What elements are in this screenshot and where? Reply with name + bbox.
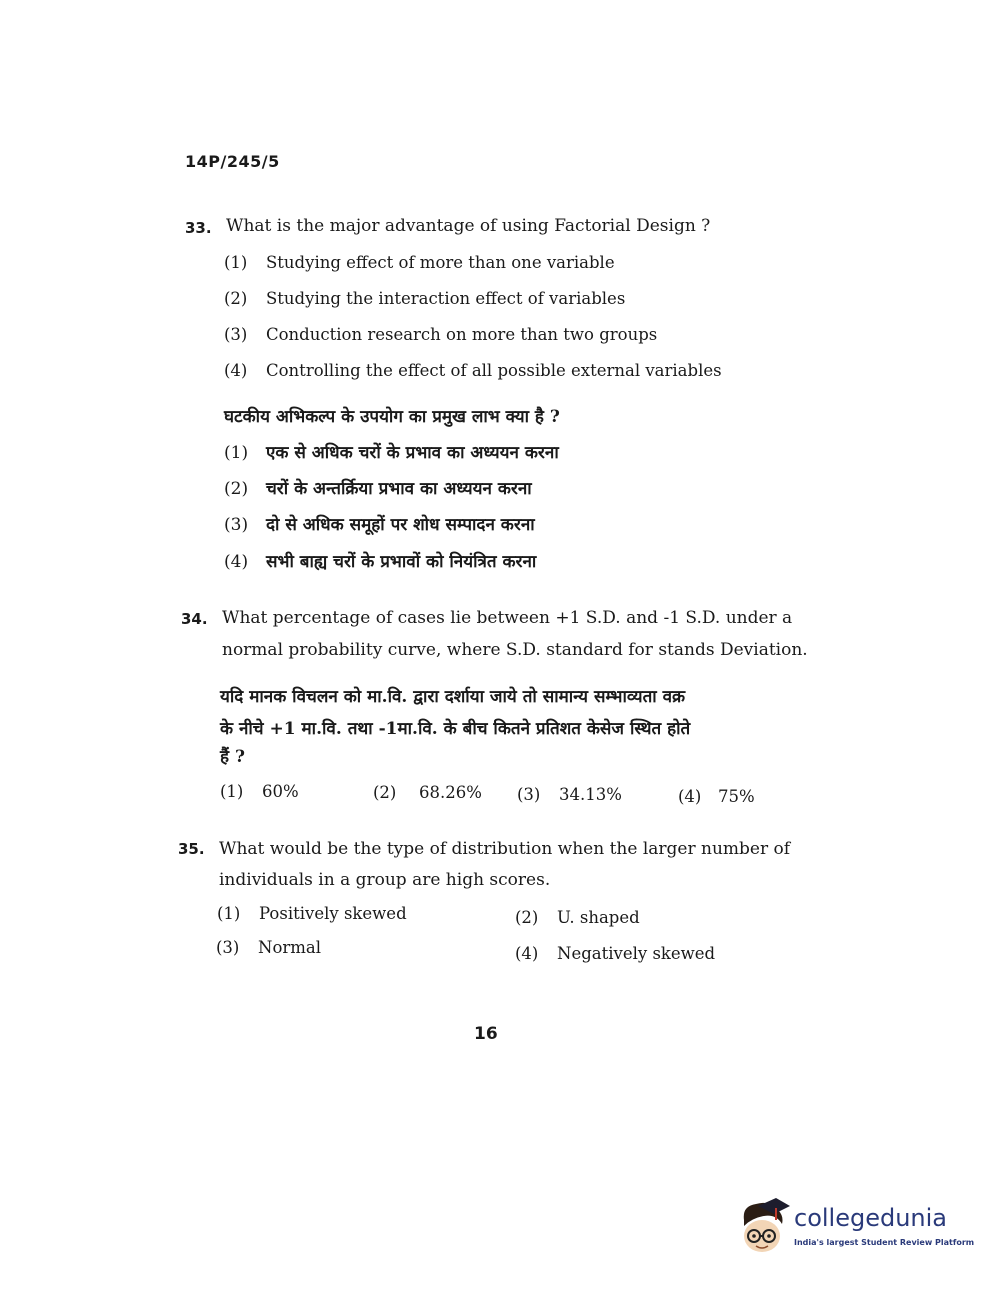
option-number: (4) <box>678 787 702 806</box>
brand-name: collegedunia <box>794 1204 948 1232</box>
option-1 <box>220 782 299 801</box>
option-1 <box>224 253 615 272</box>
question-text-line-2: normal probability curve, where S.D. standard for stands Deviation. <box>222 640 808 660</box>
option-text: U. shaped <box>557 908 640 927</box>
option-number: (2) <box>224 289 248 308</box>
option-text: 60% <box>262 782 299 801</box>
option-number: (3) <box>517 785 541 804</box>
option-4 <box>515 944 715 963</box>
option-4 <box>678 787 755 806</box>
collegedunia-logo <box>736 1196 975 1260</box>
hindi-option-2 <box>224 476 532 499</box>
option-number: (1) <box>224 443 249 463</box>
option-number: (2) <box>224 479 249 499</box>
option-2 <box>515 908 640 927</box>
question-text-line-2: individuals in a group are high scores. <box>219 870 551 890</box>
option-text: Studying effect of more than one variable <box>266 253 615 272</box>
option-number: (1) <box>220 782 244 801</box>
option-3 <box>517 785 622 804</box>
paper-code: 14P/245/5 <box>185 152 280 171</box>
hindi-question-line-1: यदि मानक विचलन को मा.वि. द्वारा दर्शाया जाये तो सामान्य सम्भाव्यता वक्र <box>220 687 686 707</box>
option-number: (1) <box>224 253 248 272</box>
option-text: Positively skewed <box>259 904 407 923</box>
option-text: 75% <box>718 787 755 806</box>
question-number: 34. <box>181 610 208 628</box>
option-text: एक से अधिक चरों के प्रभाव का अध्ययन करना <box>266 443 559 463</box>
option-text: दो से अधिक समूहों पर शोध सम्पादन करना <box>266 515 535 535</box>
option-text: चरों के अन्तर्क्रिया प्रभाव का अध्ययन करना <box>266 479 532 499</box>
option-number: (1) <box>217 904 241 923</box>
option-2 <box>373 783 482 802</box>
hindi-question-line-2: के नीचे +1 मा.वि. तथा -1मा.वि. के बीच कितने प्रतिशत केसेज स्थित होते <box>220 719 691 739</box>
hindi-question-line-3: हैं ? <box>220 747 245 767</box>
question-text: What is the major advantage of using Factorial Design ? <box>226 216 711 236</box>
option-text: Studying the interaction effect of variables <box>266 289 626 308</box>
option-text: सभी बाह्य चरों के प्रभावों को नियंत्रित करना <box>266 552 537 572</box>
option-2 <box>224 289 625 308</box>
hindi-option-1 <box>224 440 559 463</box>
question-text-line-1: What percentage of cases lie between +1 S.D. and -1 S.D. under a <box>222 608 793 628</box>
option-text: Conduction research on more than two groups <box>266 325 658 344</box>
student-mascot-icon <box>736 1196 792 1260</box>
page-number: 16 <box>474 1024 498 1044</box>
option-number: (2) <box>515 908 539 927</box>
option-text: Normal <box>258 938 322 957</box>
option-number: (4) <box>515 944 539 963</box>
option-number: (4) <box>224 361 248 380</box>
option-text: Controlling the effect of all possible external variables <box>266 361 722 380</box>
option-number: (4) <box>224 552 249 572</box>
question-number: 33. <box>185 219 212 237</box>
hindi-option-3 <box>224 512 535 535</box>
option-3 <box>216 938 321 957</box>
hindi-option-4 <box>224 549 536 572</box>
option-text: 34.13% <box>559 785 622 804</box>
option-number: (3) <box>216 938 240 957</box>
option-1 <box>217 904 407 923</box>
question-text-line-1: What would be the type of distribution when the larger number of <box>219 839 791 859</box>
question-number: 35. <box>178 840 205 858</box>
option-3 <box>224 325 657 344</box>
brand-tagline: India's largest Student Review Platform <box>794 1238 975 1247</box>
option-number: (3) <box>224 325 248 344</box>
option-4 <box>224 361 722 380</box>
option-text: Negatively skewed <box>557 944 716 963</box>
hindi-question-text: घटकीय अभिकल्प के उपयोग का प्रमुख लाभ क्या है ? <box>224 407 560 427</box>
option-number: (2) <box>373 783 397 802</box>
option-number: (3) <box>224 515 249 535</box>
option-text: 68.26% <box>419 783 482 802</box>
